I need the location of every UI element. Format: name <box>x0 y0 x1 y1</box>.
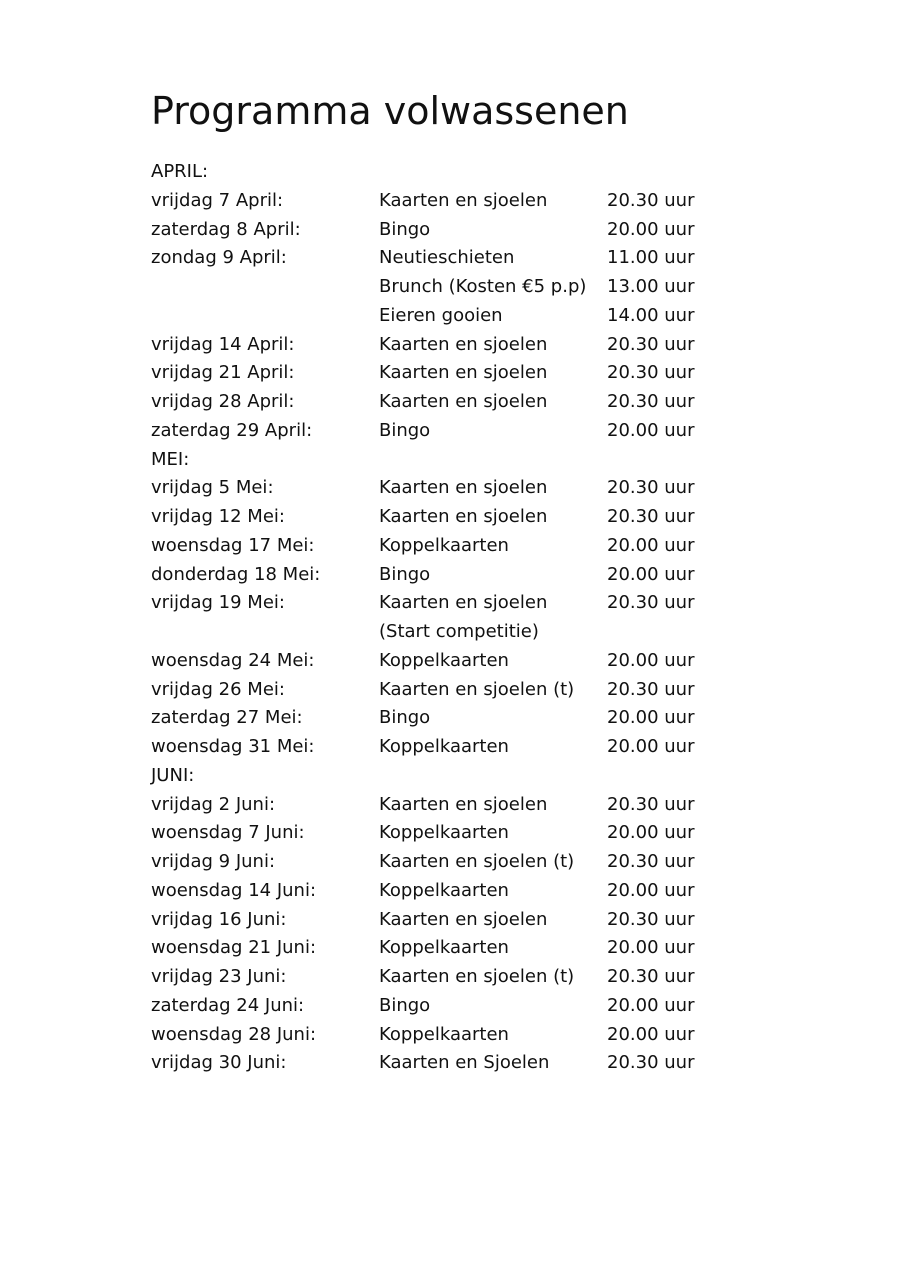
event-time: 20.30 uur <box>607 592 695 614</box>
event-time: 20.00 uur <box>607 736 695 757</box>
schedule-row <box>151 819 771 848</box>
month-heading: MEI: <box>151 448 190 470</box>
event-time: 20.00 uur <box>607 419 695 441</box>
event-day: vrijdag 7 April: <box>151 189 284 211</box>
schedule-row <box>151 676 771 705</box>
schedule-row <box>151 647 771 676</box>
event-time: 20.30 uur <box>607 1052 695 1074</box>
schedule-list <box>151 158 771 1078</box>
event-activity: Kaarten en sjoelen <box>379 477 548 499</box>
schedule-row <box>151 359 771 388</box>
event-day: vrijdag 21 April: <box>151 362 295 384</box>
event-activity: Bingo <box>379 218 431 240</box>
event-time: 20.00 uur <box>607 218 695 240</box>
schedule-row <box>151 906 771 935</box>
event-time: 20.30 uur <box>607 678 695 700</box>
event-activity: Kaarten en sjoelen <box>379 391 548 412</box>
event-day: zaterdag 27 Mei: <box>151 707 303 729</box>
event-time: 20.00 uur <box>607 534 695 556</box>
event-activity: Eieren gooien <box>379 304 503 326</box>
event-day: vrijdag 14 April: <box>151 333 295 355</box>
event-day: woensdag 14 Juni: <box>151 879 317 901</box>
event-time: 20.30 uur <box>607 793 695 815</box>
event-activity: Bingo <box>379 563 431 585</box>
event-day: vrijdag 23 Juni: <box>151 966 287 987</box>
event-time: 13.00 uur <box>607 276 695 297</box>
schedule-row <box>151 302 771 331</box>
event-day: woensdag 31 Mei: <box>151 736 315 757</box>
event-day: vrijdag 2 Juni: <box>151 793 276 815</box>
event-day: vrijdag 9 Juni: <box>151 851 276 872</box>
event-day: vrijdag 5 Mei: <box>151 477 274 499</box>
event-activity: Brunch (Kosten €5 p.p) <box>379 276 587 297</box>
event-time: 20.00 uur <box>607 649 695 671</box>
schedule-row <box>151 244 771 273</box>
schedule-row <box>151 187 771 216</box>
event-activity: Koppelkaarten <box>379 1023 509 1045</box>
schedule-row <box>151 992 771 1021</box>
schedule-row <box>151 791 771 820</box>
event-day: zaterdag 24 Juni: <box>151 994 305 1016</box>
schedule-row <box>151 934 771 963</box>
event-day: vrijdag 26 Mei: <box>151 678 285 700</box>
event-activity: Kaarten en sjoelen (t) <box>379 851 575 872</box>
schedule-row <box>151 589 771 618</box>
event-day: vrijdag 30 Juni: <box>151 1052 287 1074</box>
event-activity: Kaarten en Sjoelen <box>379 1052 550 1074</box>
schedule-row <box>151 733 771 762</box>
event-day: vrijdag 28 April: <box>151 391 295 412</box>
event-activity: Kaarten en sjoelen <box>379 793 548 815</box>
event-activity: Kaarten en sjoelen <box>379 506 548 527</box>
month-heading: JUNI: <box>151 764 195 786</box>
event-day: zaterdag 29 April: <box>151 419 313 441</box>
event-activity: Bingo <box>379 707 431 729</box>
page-title: Programma volwassenen <box>151 89 629 133</box>
schedule-row <box>151 848 771 877</box>
event-activity: Kaarten en sjoelen <box>379 189 548 211</box>
event-activity: Bingo <box>379 419 431 441</box>
event-time: 11.00 uur <box>607 247 695 269</box>
event-time: 20.00 uur <box>607 994 695 1016</box>
event-day: woensdag 7 Juni: <box>151 822 305 844</box>
schedule-row <box>151 273 771 302</box>
schedule-row <box>151 618 771 647</box>
event-activity: Kaarten en sjoelen <box>379 592 548 614</box>
event-activity: Kaarten en sjoelen (t) <box>379 966 575 987</box>
event-time: 20.30 uur <box>607 362 695 384</box>
schedule-row <box>151 1049 771 1078</box>
schedule-row <box>151 704 771 733</box>
event-time: 20.00 uur <box>607 879 695 901</box>
event-day: woensdag 21 Juni: <box>151 937 317 959</box>
event-time: 20.30 uur <box>607 391 695 412</box>
event-activity: Kaarten en sjoelen <box>379 362 548 384</box>
event-activity: (Start competitie) <box>379 621 539 642</box>
event-day: woensdag 24 Mei: <box>151 649 315 671</box>
schedule-row <box>151 417 771 446</box>
event-day: woensdag 28 Juni: <box>151 1023 317 1045</box>
event-time: 20.30 uur <box>607 851 695 872</box>
schedule-row <box>151 331 771 360</box>
event-activity: Kaarten en sjoelen <box>379 333 548 355</box>
schedule-row <box>151 388 771 417</box>
event-time: 20.30 uur <box>607 333 695 355</box>
schedule-row <box>151 1021 771 1050</box>
month-heading: APRIL: <box>151 161 209 182</box>
event-activity: Kaarten en sjoelen (t) <box>379 678 575 700</box>
month-heading-row <box>151 446 771 475</box>
schedule-row <box>151 216 771 245</box>
schedule-row <box>151 561 771 590</box>
event-activity: Neutieschieten <box>379 247 515 269</box>
event-time: 14.00 uur <box>607 304 695 326</box>
event-day: zondag 9 April: <box>151 247 287 269</box>
event-time: 20.30 uur <box>607 966 695 987</box>
event-activity: Kaarten en sjoelen <box>379 908 548 930</box>
event-day: vrijdag 16 Juni: <box>151 908 287 930</box>
event-day: vrijdag 12 Mei: <box>151 506 285 527</box>
event-activity: Koppelkaarten <box>379 879 509 901</box>
event-time: 20.30 uur <box>607 908 695 930</box>
event-day: woensdag 17 Mei: <box>151 534 315 556</box>
event-activity: Koppelkaarten <box>379 736 509 757</box>
schedule-row <box>151 963 771 992</box>
schedule-row <box>151 474 771 503</box>
event-day: zaterdag 8 April: <box>151 218 301 240</box>
schedule-row <box>151 877 771 906</box>
month-heading-row <box>151 762 771 791</box>
event-day: donderdag 18 Mei: <box>151 563 321 585</box>
event-time: 20.00 uur <box>607 707 695 729</box>
event-time: 20.30 uur <box>607 506 695 527</box>
event-activity: Koppelkaarten <box>379 822 509 844</box>
event-time: 20.30 uur <box>607 189 695 211</box>
event-time: 20.00 uur <box>607 937 695 959</box>
event-time: 20.00 uur <box>607 563 695 585</box>
event-activity: Bingo <box>379 994 431 1016</box>
event-time: 20.00 uur <box>607 1023 695 1045</box>
schedule-row <box>151 532 771 561</box>
event-day: vrijdag 19 Mei: <box>151 592 285 614</box>
event-activity: Koppelkaarten <box>379 649 509 671</box>
event-activity: Koppelkaarten <box>379 937 509 959</box>
event-time: 20.00 uur <box>607 822 695 844</box>
event-activity: Koppelkaarten <box>379 534 509 556</box>
event-time: 20.30 uur <box>607 477 695 499</box>
month-heading-row <box>151 158 771 187</box>
schedule-row <box>151 503 771 532</box>
